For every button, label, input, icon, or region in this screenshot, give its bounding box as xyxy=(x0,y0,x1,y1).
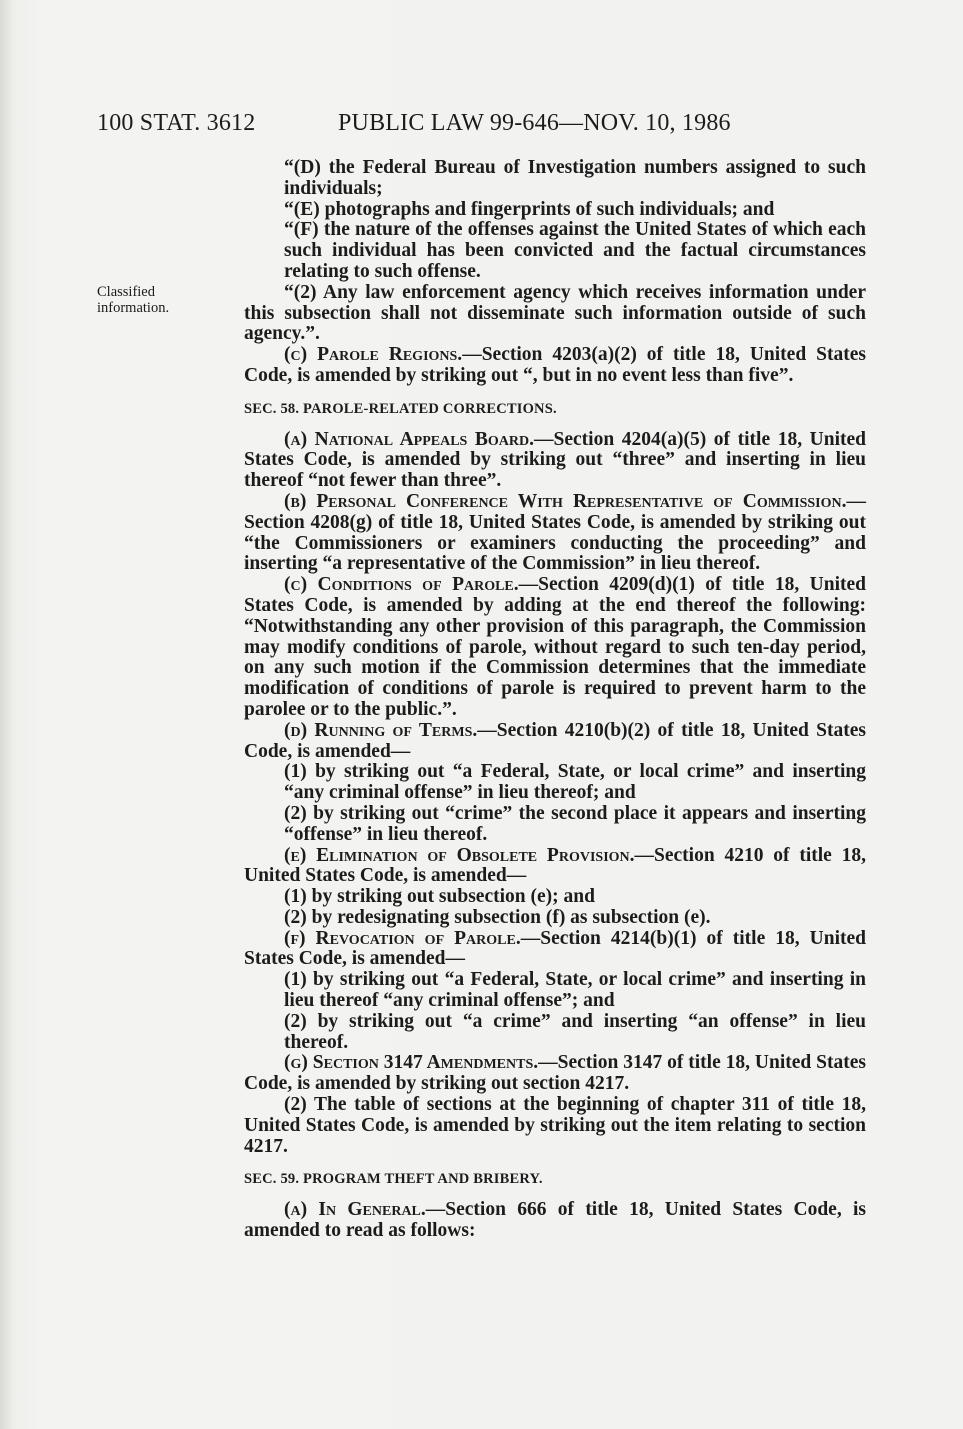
paragraph: “(E) photographs and fingerprints of such individuals; and xyxy=(284,198,775,220)
subsection-heading: (c) Parole Regions. xyxy=(284,344,463,366)
paragraph xyxy=(244,345,866,387)
paragraph xyxy=(244,430,866,492)
paragraph: “(F) the nature of the offenses against the United States of which each such individual has been convicted and the factual circumstances relating to such offense. xyxy=(284,219,866,282)
page-number-header: 100 STAT. 3612 xyxy=(97,110,256,136)
paragraph xyxy=(244,929,866,971)
paragraph xyxy=(244,1053,866,1095)
paragraph xyxy=(244,492,866,575)
subsection-heading: (e) Elimination of Obsolete Provision. xyxy=(284,844,635,866)
section-heading: SEC. 59. PROGRAM THEFT AND BRIBERY. xyxy=(244,1171,543,1188)
subsection-text: —Section 3147 of title 18, United States Code, is amended by striking out section 4217. xyxy=(244,1052,866,1095)
subsection-text: —Section 666 of title 18, United States Code, is amended to read as follows: xyxy=(244,1199,867,1242)
subsection-heading: (b) Personal Conference With Representative of Commission. xyxy=(284,490,847,512)
subsection-text: —Section 4203(a)(2) of title 18, United States Code, is amended by striking out “, but in no event less than five”. xyxy=(244,344,866,386)
subsection-heading: (a) In General. xyxy=(284,1199,426,1221)
paragraph: (1) by striking out “a Federal, State, or local crime” and inserting in lieu thereof “any criminal offense”; and xyxy=(284,969,866,1012)
paragraph: (1) by striking out subsection (e); and xyxy=(284,886,595,908)
paragraph: “(2) Any law enforcement agency which receives information under this subsection shall not disseminate such information outside of such agency.”. xyxy=(244,281,866,345)
subsection-text: —Section 4214(b)(1) of title 18, United States Code, is amended— xyxy=(244,927,866,970)
subsection-heading: (g) Section 3147 Amendments. xyxy=(284,1052,539,1074)
subsection-heading: (a) National Appeals Board. xyxy=(284,428,535,450)
subsection-heading: (c) Conditions of Parole. xyxy=(284,574,519,596)
paragraph: (2) The table of sections at the beginning of chapter 311 of title 18, United States Code, is amended by striking out the item relating to section 4217. xyxy=(244,1094,866,1157)
public-law-header: PUBLIC LAW 99-646—NOV. 10, 1986 xyxy=(338,110,731,136)
subsection-heading: (f) Revocation of Parole. xyxy=(284,927,521,949)
paragraph: (2) by striking out “crime” the second place it appears and inserting “offense” in lieu thereof. xyxy=(284,802,866,845)
paragraph: (2) by redesignating subsection (f) as subsection (e). xyxy=(284,906,711,928)
subsection-text: —Section 4210 of title 18, United States Code, is amended— xyxy=(244,844,866,887)
paragraph xyxy=(244,721,866,763)
paragraph xyxy=(244,1200,866,1242)
document-body xyxy=(244,158,866,1242)
paragraph xyxy=(244,846,866,888)
subsection-heading: (d) Running of Terms. xyxy=(284,719,478,741)
paragraph xyxy=(244,575,866,721)
paragraph: (2) by striking out “a crime” and inserting “an offense” in lieu thereof. xyxy=(284,1010,866,1053)
subsection-text: —Section 4208(g) of title 18, United States Code, is amended by striking out “the Commissioners or examiners conducting the proceeding” and inserting “a representative of the Commission” in lieu thereof. xyxy=(244,490,866,575)
margin-note-classified: Classified information. xyxy=(97,284,170,316)
subsection-text: —Section 4209(d)(1) of title 18, United States Code, is amended by adding at the end thereof the following: “Notwithstanding any other provision of this paragraph, the Commission may modify conditions of parole, without regard to such ten-day period, on any such motion if the Commission determines that the immediate modification of conditions of parole is required to prevent harm to the parolee or to the public.”. xyxy=(244,574,866,720)
subsection-text: —Section 4204(a)(5) of title 18, United States Code, is amended by striking out “three” and inserting in lieu thereof “not fewer than three”. xyxy=(244,428,866,492)
paragraph: (1) by striking out “a Federal, State, or local crime” and inserting “any criminal offense” in lieu thereof; and xyxy=(284,761,866,804)
section-heading: SEC. 58. PAROLE-RELATED CORRECTIONS. xyxy=(244,400,557,417)
subsection-text: —Section 4210(b)(2) of title 18, United States Code, is amended— xyxy=(244,719,866,762)
paragraph: “(D) the Federal Bureau of Investigation numbers assigned to such individuals; xyxy=(284,157,866,199)
